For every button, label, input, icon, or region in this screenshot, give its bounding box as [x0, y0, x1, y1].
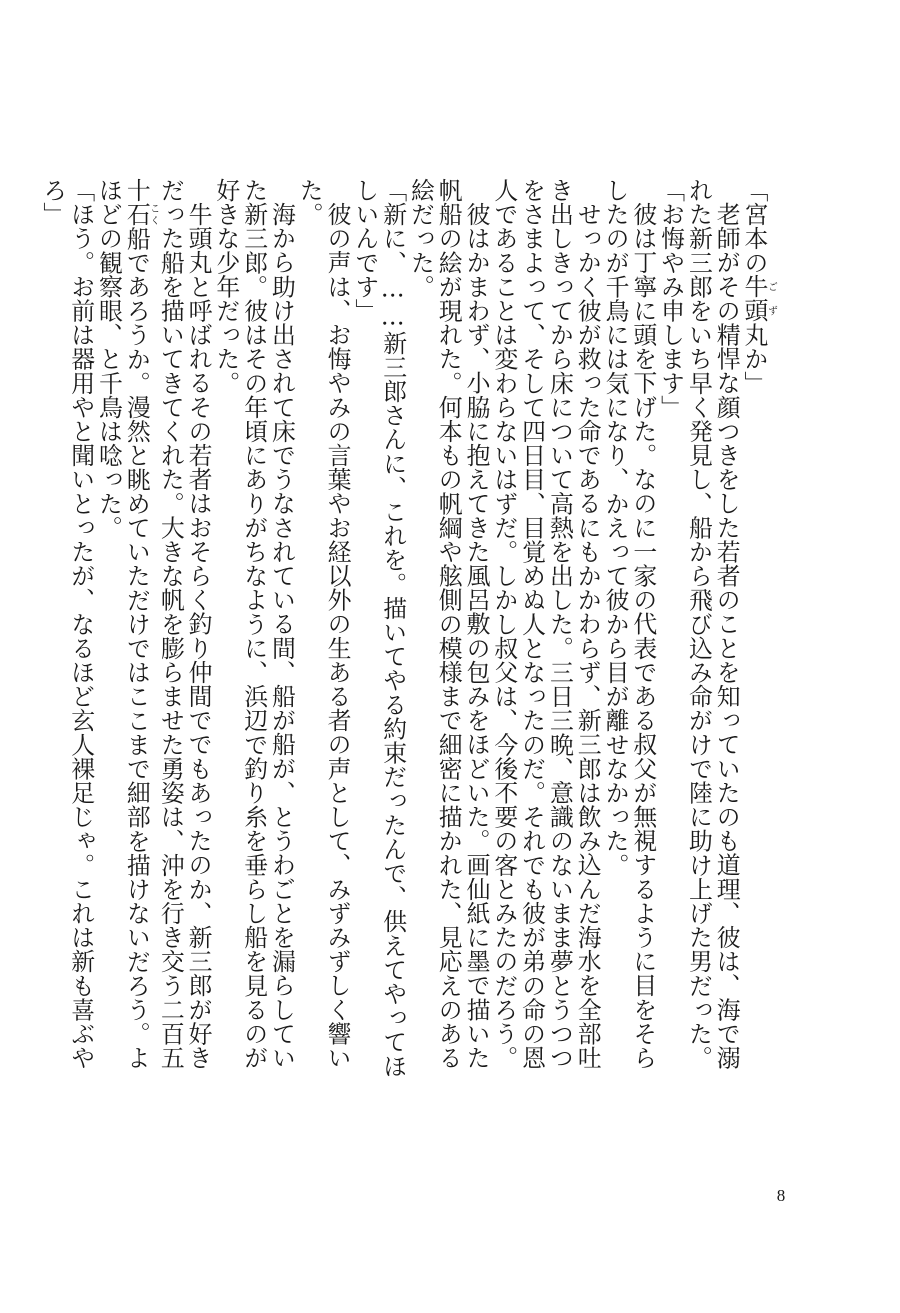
paragraph: 彼の声は、お悔やみの言葉やお経以外の生ある者の声として、みずみずしく響いた。	[295, 178, 352, 1070]
paragraph: せっかく彼が救った命であるにもかかわらず、新三郎は飲み込んだ海水を全部吐き出しきってから床について高熱を出した。三日三晩、意識のないまま夢とうつつをさまよって、そして四日目、目覚めぬ人となったのだ。それでも彼が弟の命の恩人であることは変わらないはずだ。しかし叔父は、今後不要の客とみたのだろう。	[489, 178, 602, 1070]
ruby-annotation: 石こく	[122, 202, 159, 227]
paragraph: 「宮本の牛頭ごず丸か」	[740, 178, 777, 395]
paragraph: 「新に、……新三郎さんに、これを。描いてやる約束だったんで、供えてやってほしいんです」	[350, 178, 407, 1078]
paragraph: 彼はかまわず、小脇に抱えてきた風呂敷の包みをほどいた。画仙紙に墨で描いた帆船の絵が現れた。何本もの帆綱や舷側の模様まで細密に描かれた、見応えのある絵だった。	[406, 178, 491, 1070]
paragraph: 彼は丁寧に頭を下げた。なのに一家の代表である叔父が無視するように目をそらしたのが千鳥には気になり、かえって彼から目が離せなかった。	[601, 178, 657, 1070]
paragraph: 老師がその精悍な顔つきをした若者のことを知っていたのも道理、彼は、海で溺れた新三郎をいち早く発見し、船から飛び込み命がけで陸に助け上げた男だった。	[684, 178, 741, 1070]
paragraph: 「ほう。お前は器用やと聞いとったが、なるほど玄人裸足じゃ。これは新も喜ぶやろ」	[38, 178, 95, 1070]
paragraph: 牛頭丸と呼ばれるその若者はおそらく釣り仲間ででもあったのか、新三郎が好きだった船を描いてきてくれた。大きな帆を膨らませた勇姿は、沖を行き交う二百五十石こく船であろうか。漫然と眺めていただけではここまで細部を描けないだろう。よほどの観察眼、と千鳥は唸った。	[94, 178, 213, 1070]
vertical-text-body	[38, 178, 777, 1078]
page-number: 8	[776, 1186, 786, 1205]
ruby-annotation: 牛頭ごず	[740, 274, 777, 323]
paragraph: 海から助け出されて床でうなされている間、船が船が、とうわごとを漏らしていた新三郎。彼はその年頃にありがちなように、浜辺で釣り糸を垂らし船を見るのが好きな少年だった。	[211, 178, 296, 1070]
paragraph: 「お悔やみ申します」	[656, 178, 685, 419]
